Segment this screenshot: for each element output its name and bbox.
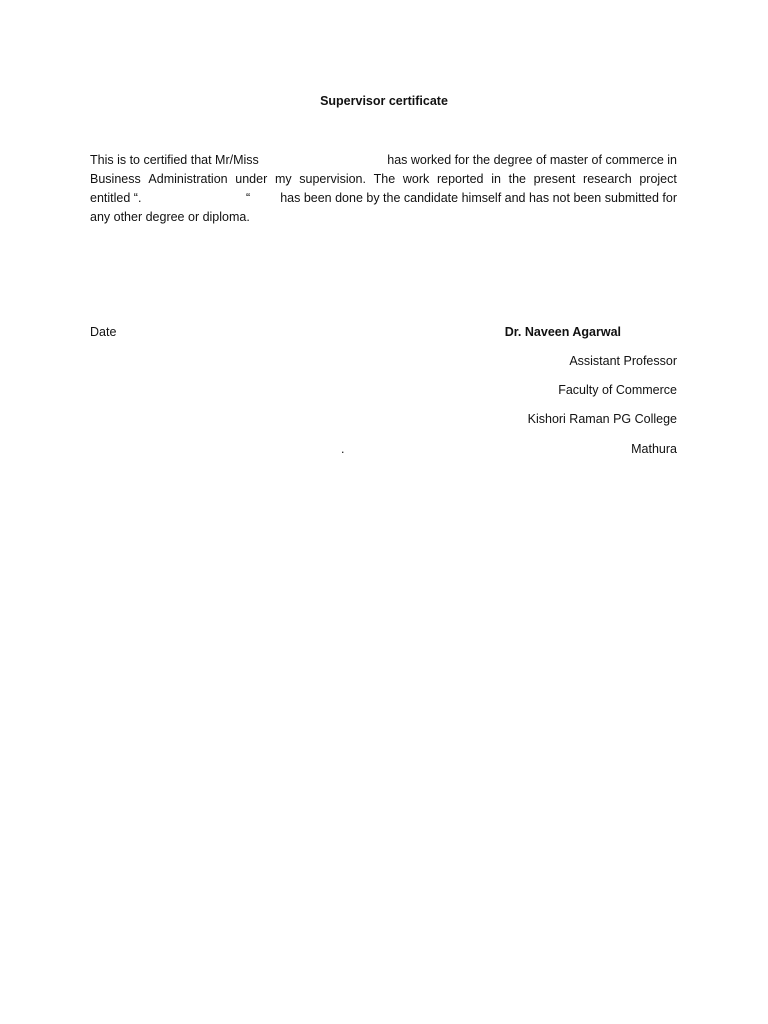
body-line-2	[90, 170, 677, 189]
body-word: in	[491, 172, 501, 186]
signatory-designation: Assistant Professor	[569, 354, 677, 368]
signatory-college: Kishori Raman PG College	[527, 412, 677, 426]
body-word: project	[639, 172, 677, 186]
body-word: Business	[90, 172, 141, 186]
signatory-faculty: Faculty of Commerce	[558, 383, 677, 397]
body-line-3-quote: “	[246, 191, 251, 205]
stray-dot: .	[341, 442, 345, 456]
date-label: Date	[90, 325, 117, 339]
body-word: under	[235, 172, 268, 186]
document-title: Supervisor certificate	[320, 94, 448, 108]
body-word: research	[583, 172, 632, 186]
body-word: the	[508, 172, 526, 186]
body-line-1-start: This is to certified that Mr/Miss	[90, 153, 259, 167]
body-word: my	[274, 172, 292, 186]
body-word: The	[373, 172, 396, 186]
body-word: supervision.	[299, 172, 366, 186]
signatory-city: Mathura	[631, 442, 677, 456]
body-line-1-end: has worked for the degree of master of commerce in	[387, 153, 677, 167]
body-line-3-end: has been done by the candidate himself and has not been submitted for	[280, 191, 677, 205]
body-line-4: any other degree or diploma.	[90, 210, 250, 224]
body-word: present	[533, 172, 576, 186]
body-word: Administration	[148, 172, 228, 186]
body-word: work	[402, 172, 430, 186]
body-line-3-start: entitled “.	[90, 191, 142, 205]
body-word: reported	[436, 172, 484, 186]
signatory-name: Dr. Naveen Agarwal	[504, 325, 621, 339]
